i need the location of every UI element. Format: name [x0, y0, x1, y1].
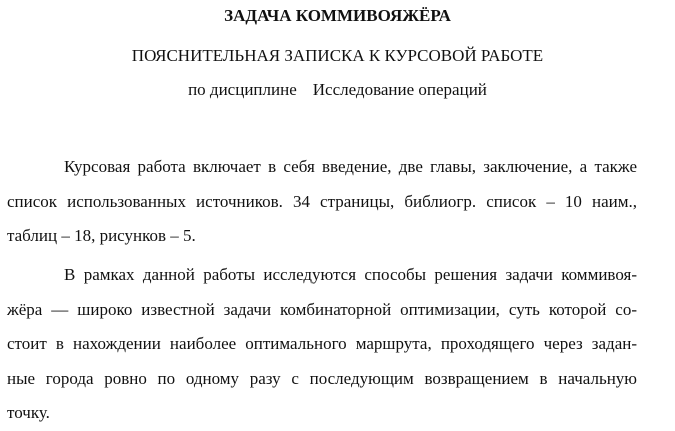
paragraph-line: таблиц – 18, рисунков – 5.: [7, 226, 196, 245]
paragraph-line: жёра — широко известной задачи комбинаторной оптимизации, суть которой со-: [7, 299, 637, 319]
paragraph-line: ные города ровно по одному разу с последующим возвращением в начальную: [7, 368, 637, 388]
paragraph-description: [7, 258, 637, 431]
document-title: ЗАДАЧА КОММИВОЯЖЁРА: [224, 6, 451, 25]
paragraph-line: список использованных источников. 34 страницы, библиогр. список – 10 наим.,: [7, 191, 637, 211]
paragraph-line: Курсовая работа включает в себя введение, две главы, заключение, а также: [64, 157, 637, 176]
paragraph-line: точку.: [7, 403, 50, 422]
discipline-line: [0, 80, 675, 100]
paragraph-line: В рамках данной работы исследуются способы решения задачи коммивоя-: [64, 265, 637, 284]
paragraph-summary: [7, 150, 637, 254]
paragraph-line: стоит в нахождении наиболее оптимального маршрута, проходящего через задан-: [7, 334, 637, 353]
discipline-label: по дисциплине: [188, 80, 297, 99]
document-subtitle: ПОЯСНИТЕЛЬНАЯ ЗАПИСКА К КУРСОВОЙ РАБОТЕ: [131, 46, 544, 65]
discipline-name: Исследование операций: [312, 80, 487, 99]
